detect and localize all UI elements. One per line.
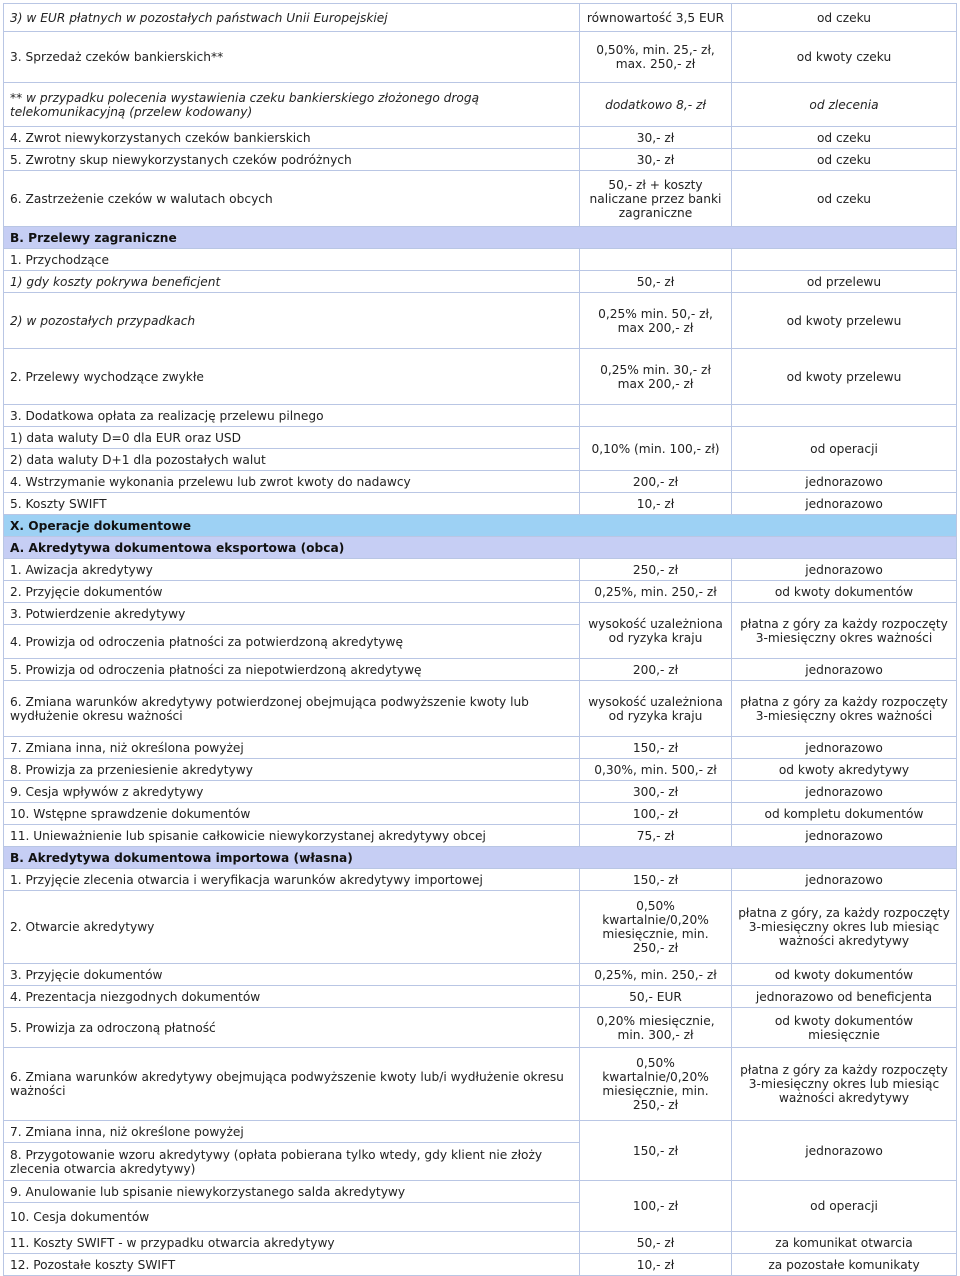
fee-basis: jednorazowo od beneficjenta	[732, 986, 957, 1008]
service-name: 2) w pozostałych przypadkach	[4, 293, 580, 349]
table-row	[4, 1008, 957, 1048]
table-row	[4, 405, 957, 427]
section-title: A. Akredytywa dokumentowa eksportowa (obca)	[4, 537, 957, 559]
service-name: 4. Prezentacja niezgodnych dokumentów	[4, 986, 580, 1008]
fee-basis: od kwoty dokumentów	[732, 964, 957, 986]
fee-amount: 30,- zł	[580, 127, 732, 149]
table-row	[4, 803, 957, 825]
service-name: 7. Zmiana inna, niż określona powyżej	[4, 737, 580, 759]
fee-basis: jednorazowo	[732, 781, 957, 803]
section-title: B. Akredytywa dokumentowa importowa (własna)	[4, 847, 957, 869]
table-row	[4, 471, 957, 493]
fee-amount: dodatkowo 8,- zł	[580, 83, 732, 127]
service-name: 7. Zmiana inna, niż określone powyżej	[4, 1121, 580, 1143]
table-row	[4, 1254, 957, 1276]
service-name: 3. Przyjęcie dokumentów	[4, 964, 580, 986]
table-row	[4, 759, 957, 781]
section-header	[4, 515, 957, 537]
section-header	[4, 847, 957, 869]
fee-amount: 0,50%, min. 25,- zł, max. 250,- zł	[580, 32, 732, 83]
fee-basis: od czeku	[732, 149, 957, 171]
fee-basis: od kwoty przelewu	[732, 293, 957, 349]
fee-amount: 50,- zł	[580, 1232, 732, 1254]
fee-basis: jednorazowo	[732, 471, 957, 493]
service-name: 8. Przygotowanie wzoru akredytywy (opłata pobierana tylko wtedy, gdy klient nie złoży zlecenia otwarcia akredytywy)	[4, 1143, 580, 1181]
fee-basis: jednorazowo	[732, 825, 957, 847]
service-name: 3. Potwierdzenie akredytywy	[4, 603, 580, 625]
fee-basis: od czeku	[732, 171, 957, 227]
fee-amount: wysokość uzależniona od ryzyka kraju	[580, 603, 732, 659]
service-name: 1) gdy koszty pokrywa beneficjent	[4, 271, 580, 293]
table-row	[4, 869, 957, 891]
service-name: 3) w EUR płatnych w pozostałych państwach Unii Europejskiej	[4, 4, 580, 32]
table-row	[4, 83, 957, 127]
section-title: B. Przelewy zagraniczne	[4, 227, 957, 249]
table-row	[4, 891, 957, 964]
table-row	[4, 171, 957, 227]
service-name: 2. Przelewy wychodzące zwykłe	[4, 349, 580, 405]
fee-basis: płatna z góry, za każdy rozpoczęty 3-miesięczny okres lub miesiąc ważności akredytywy	[732, 891, 957, 964]
fee-basis: od kwoty akredytywy	[732, 759, 957, 781]
service-name: 1. Przychodzące	[4, 249, 580, 271]
fee-amount: 250,- zł	[580, 559, 732, 581]
service-name: 6. Zmiana warunków akredytywy potwierdzonej obejmująca podwyższenie kwoty lub wydłużenie okresu ważności	[4, 681, 580, 737]
fee-amount: 0,25%, min. 250,- zł	[580, 581, 732, 603]
service-name: 3. Sprzedaż czeków bankierskich**	[4, 32, 580, 83]
fee-amount: 0,10% (min. 100,- zł)	[580, 427, 732, 471]
fee-amount: 150,- zł	[580, 869, 732, 891]
fee-basis: płatna z góry za każdy rozpoczęty 3-miesięczny okres ważności	[732, 603, 957, 659]
table-row	[4, 559, 957, 581]
fee-amount: 0,25%, min. 250,- zł	[580, 964, 732, 986]
section-header	[4, 227, 957, 249]
fee-amount	[580, 405, 732, 427]
fee-basis: płatna z góry za każdy rozpoczęty 3-miesięczny okres lub miesiąc ważności akredytywy	[732, 1048, 957, 1121]
fee-amount: 75,- zł	[580, 825, 732, 847]
fee-basis: od kwoty przelewu	[732, 349, 957, 405]
fee-amount: 50,- zł + koszty naliczane przez banki zagraniczne	[580, 171, 732, 227]
service-name: 9. Anulowanie lub spisanie niewykorzystanego salda akredytywy	[4, 1181, 580, 1203]
table-row	[4, 986, 957, 1008]
fee-amount	[580, 249, 732, 271]
service-name: 3. Dodatkowa opłata za realizację przelewu pilnego	[4, 405, 580, 427]
fee-amount: 0,25% min. 30,- zł max 200,- zł	[580, 349, 732, 405]
service-name: 2. Otwarcie akredytywy	[4, 891, 580, 964]
table-row	[4, 781, 957, 803]
fee-basis: jednorazowo	[732, 737, 957, 759]
fee-amount: 50,- EUR	[580, 986, 732, 1008]
service-name: 10. Cesja dokumentów	[4, 1203, 580, 1232]
fee-basis: jednorazowo	[732, 1121, 957, 1181]
table-row	[4, 249, 957, 271]
section-title: X. Operacje dokumentowe	[4, 515, 957, 537]
fee-amount: 100,- zł	[580, 1181, 732, 1232]
service-name: 5. Prowizja za odroczoną płatność	[4, 1008, 580, 1048]
service-name: 6. Zastrzeżenie czeków w walutach obcych	[4, 171, 580, 227]
fee-basis: od kwoty dokumentów	[732, 581, 957, 603]
fee-basis: od czeku	[732, 127, 957, 149]
fee-amount: 150,- zł	[580, 1121, 732, 1181]
table-row	[4, 349, 957, 405]
fee-basis: od kwoty czeku	[732, 32, 957, 83]
table-row	[4, 149, 957, 171]
service-name: ** w przypadku polecenia wystawienia czeku bankierskiego złożonego drogą telekomunikacyjną (przelew kodowany)	[4, 83, 580, 127]
fee-basis: od kompletu dokumentów	[732, 803, 957, 825]
fee-amount: 0,25% min. 50,- zł, max 200,- zł	[580, 293, 732, 349]
fee-amount: równowartość 3,5 EUR	[580, 4, 732, 32]
fee-amount: 300,- zł	[580, 781, 732, 803]
fee-amount: 50,- zł	[580, 271, 732, 293]
fee-amount: wysokość uzależniona od ryzyka kraju	[580, 681, 732, 737]
table-row	[4, 4, 957, 32]
service-name: 5. Prowizja od odroczenia płatności za niepotwierdzoną akredytywę	[4, 659, 580, 681]
fee-amount: 200,- zł	[580, 471, 732, 493]
fee-amount: 100,- zł	[580, 803, 732, 825]
service-name: 8. Prowizja za przeniesienie akredytywy	[4, 759, 580, 781]
fee-basis: płatna z góry za każdy rozpoczęty 3-miesięczny okres ważności	[732, 681, 957, 737]
fee-amount: 200,- zł	[580, 659, 732, 681]
fee-basis: jednorazowo	[732, 869, 957, 891]
service-name: 9. Cesja wpływów z akredytywy	[4, 781, 580, 803]
fee-amount: 30,- zł	[580, 149, 732, 171]
fee-basis	[732, 249, 957, 271]
table-row	[4, 581, 957, 603]
fee-basis: od kwoty dokumentów miesięcznie	[732, 1008, 957, 1048]
service-name: 1) data waluty D=0 dla EUR oraz USD	[4, 427, 580, 449]
service-name: 10. Wstępne sprawdzenie dokumentów	[4, 803, 580, 825]
table-row	[4, 1121, 957, 1143]
fee-basis: jednorazowo	[732, 559, 957, 581]
table-row	[4, 127, 957, 149]
fee-basis: od operacji	[732, 427, 957, 471]
fee-table-body	[4, 4, 957, 1276]
service-name: 2. Przyjęcie dokumentów	[4, 581, 580, 603]
fee-basis: od czeku	[732, 4, 957, 32]
fee-amount: 10,- zł	[580, 493, 732, 515]
service-name: 4. Prowizja od odroczenia płatności za potwierdzoną akredytywę	[4, 625, 580, 659]
fee-amount: 150,- zł	[580, 737, 732, 759]
table-row	[4, 427, 957, 449]
table-row	[4, 1181, 957, 1203]
table-row	[4, 825, 957, 847]
table-row	[4, 603, 957, 625]
table-row	[4, 493, 957, 515]
fee-amount: 0,20% miesięcznie, min. 300,- zł	[580, 1008, 732, 1048]
table-row	[4, 737, 957, 759]
table-row	[4, 964, 957, 986]
table-row	[4, 293, 957, 349]
service-name: 1. Awizacja akredytywy	[4, 559, 580, 581]
fee-basis: jednorazowo	[732, 493, 957, 515]
fee-amount: 0,30%, min. 500,- zł	[580, 759, 732, 781]
service-name: 11. Koszty SWIFT - w przypadku otwarcia akredytywy	[4, 1232, 580, 1254]
service-name: 12. Pozostałe koszty SWIFT	[4, 1254, 580, 1276]
fee-table	[3, 3, 957, 1276]
fee-basis: od operacji	[732, 1181, 957, 1232]
service-name: 5. Koszty SWIFT	[4, 493, 580, 515]
fee-amount: 0,50% kwartalnie/0,20% miesięcznie, min. 250,- zł	[580, 1048, 732, 1121]
service-name: 11. Unieważnienie lub spisanie całkowicie niewykorzystanej akredytywy obcej	[4, 825, 580, 847]
fee-basis: za komunikat otwarcia	[732, 1232, 957, 1254]
service-name: 4. Zwrot niewykorzystanych czeków bankierskich	[4, 127, 580, 149]
table-row	[4, 1048, 957, 1121]
service-name: 5. Zwrotny skup niewykorzystanych czeków podróżnych	[4, 149, 580, 171]
service-name: 1. Przyjęcie zlecenia otwarcia i weryfikacja warunków akredytywy importowej	[4, 869, 580, 891]
table-row	[4, 1232, 957, 1254]
fee-amount: 10,- zł	[580, 1254, 732, 1276]
table-row	[4, 32, 957, 83]
service-name: 4. Wstrzymanie wykonania przelewu lub zwrot kwoty do nadawcy	[4, 471, 580, 493]
fee-basis: za pozostałe komunikaty	[732, 1254, 957, 1276]
fee-basis: od zlecenia	[732, 83, 957, 127]
fee-basis	[732, 405, 957, 427]
fee-basis: jednorazowo	[732, 659, 957, 681]
service-name: 2) data waluty D+1 dla pozostałych walut	[4, 449, 580, 471]
table-row	[4, 681, 957, 737]
service-name: 6. Zmiana warunków akredytywy obejmująca podwyższenie kwoty lub/i wydłużenie okresu ważności	[4, 1048, 580, 1121]
table-row	[4, 271, 957, 293]
table-row	[4, 659, 957, 681]
fee-basis: od przelewu	[732, 271, 957, 293]
section-header	[4, 537, 957, 559]
fee-amount: 0,50% kwartalnie/0,20% miesięcznie, min. 250,- zł	[580, 891, 732, 964]
